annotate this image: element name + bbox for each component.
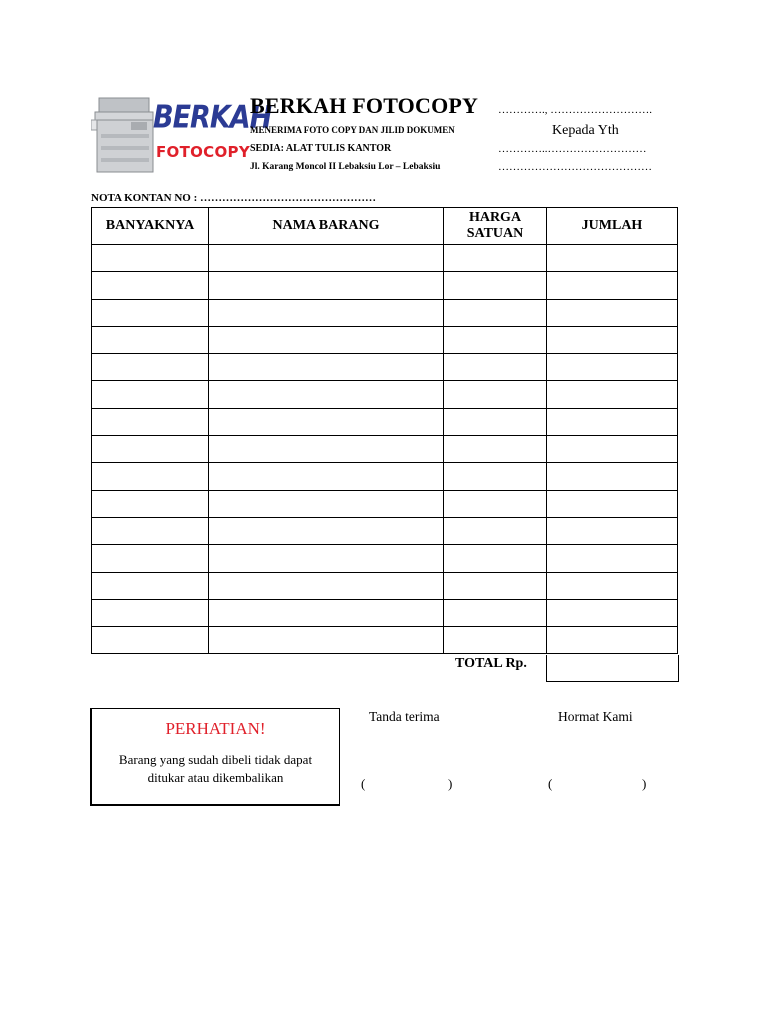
sender-signature-label: Hormat Kami: [558, 709, 633, 724]
cell-banyaknya[interactable]: [92, 599, 209, 626]
cell-banyaknya[interactable]: [92, 245, 209, 272]
notice-box: [90, 708, 340, 806]
notice-text: Barang yang sudah dibeli tidak dapat ditukar atau dikembalikan: [118, 752, 313, 785]
table-row: [92, 381, 678, 408]
cell-jumlah[interactable]: [547, 572, 678, 599]
cell-banyaknya[interactable]: [92, 299, 209, 326]
cell-harga-satuan[interactable]: [444, 354, 547, 381]
cell-jumlah[interactable]: [547, 245, 678, 272]
cell-harga-satuan[interactable]: [444, 490, 547, 517]
cell-jumlah[interactable]: [547, 517, 678, 544]
cell-jumlah[interactable]: [547, 463, 678, 490]
receiver-sign-close: ): [448, 776, 453, 791]
invoice-table: [91, 207, 678, 654]
header-jumlah: JUMLAH: [547, 208, 678, 245]
header-nama-barang: NAMA BARANG: [209, 208, 444, 245]
header-address: Jl. Karang Moncol II Lebaksiu Lor – Lebaksiu: [250, 162, 441, 172]
table-row: [92, 299, 678, 326]
cell-banyaknya[interactable]: [92, 272, 209, 299]
cell-harga-satuan[interactable]: [444, 436, 547, 463]
table-row: [92, 545, 678, 572]
table-row: [92, 272, 678, 299]
cell-jumlah[interactable]: [547, 599, 678, 626]
logo-subtext: FOTOCOPY: [156, 143, 250, 161]
cell-harga-satuan[interactable]: [444, 463, 547, 490]
date-line: …………., ……………………….: [498, 104, 652, 116]
kepada-label: Kepada Yth: [552, 123, 619, 138]
cell-nama-barang[interactable]: [209, 490, 444, 517]
cell-jumlah[interactable]: [547, 490, 678, 517]
cell-harga-satuan[interactable]: [444, 599, 547, 626]
table-row: [92, 245, 678, 272]
cell-nama-barang[interactable]: [209, 599, 444, 626]
header-banyaknya: BANYAKNYA: [92, 208, 209, 245]
receiver-sign-open: (: [361, 776, 366, 791]
cell-harga-satuan[interactable]: [444, 545, 547, 572]
cell-jumlah[interactable]: [547, 381, 678, 408]
cell-banyaknya[interactable]: [92, 408, 209, 435]
cell-banyaknya[interactable]: [92, 627, 209, 654]
table-header-row: [92, 208, 678, 245]
cell-nama-barang[interactable]: [209, 272, 444, 299]
cell-banyaknya[interactable]: [92, 354, 209, 381]
cell-jumlah[interactable]: [547, 326, 678, 353]
table-row: [92, 436, 678, 463]
cell-nama-barang[interactable]: [209, 354, 444, 381]
table-row: [92, 490, 678, 517]
total-label: TOTAL Rp.: [455, 656, 527, 671]
cell-harga-satuan[interactable]: [444, 408, 547, 435]
cell-jumlah[interactable]: [547, 272, 678, 299]
company-title: BERKAH FOTOCOPY: [250, 93, 479, 118]
cell-harga-satuan[interactable]: [444, 326, 547, 353]
cell-banyaknya[interactable]: [92, 463, 209, 490]
nota-number-label: NOTA KONTAN NO : …………………………………………: [91, 192, 376, 204]
logo-wordmark: BERKAH: [153, 100, 272, 136]
recipient-name-line: …………..………………………: [498, 143, 647, 155]
header-harga-satuan: [444, 208, 547, 245]
cell-harga-satuan[interactable]: [444, 381, 547, 408]
table-row: [92, 354, 678, 381]
cell-jumlah[interactable]: [547, 627, 678, 654]
cell-harga-satuan[interactable]: [444, 245, 547, 272]
total-value-cell[interactable]: [546, 655, 679, 682]
table-row: [92, 599, 678, 626]
cell-harga-satuan[interactable]: [444, 272, 547, 299]
cell-nama-barang[interactable]: [209, 627, 444, 654]
cell-nama-barang[interactable]: [209, 463, 444, 490]
cell-banyaknya[interactable]: [92, 545, 209, 572]
header-supplies: SEDIA: ALAT TULIS KANTOR: [250, 143, 392, 154]
cell-nama-barang[interactable]: [209, 408, 444, 435]
cell-nama-barang[interactable]: [209, 299, 444, 326]
cell-banyaknya[interactable]: [92, 381, 209, 408]
cell-jumlah[interactable]: [547, 545, 678, 572]
table-row: [92, 517, 678, 544]
cell-banyaknya[interactable]: [92, 490, 209, 517]
cell-nama-barang[interactable]: [209, 381, 444, 408]
cell-harga-satuan[interactable]: [444, 572, 547, 599]
cell-nama-barang[interactable]: [209, 572, 444, 599]
recipient-address-line: ……………………………………: [498, 161, 652, 173]
receiver-signature-label: Tanda terima: [369, 709, 440, 724]
cell-nama-barang[interactable]: [209, 245, 444, 272]
table-row: [92, 408, 678, 435]
cell-harga-satuan[interactable]: [444, 299, 547, 326]
sender-sign-close: ): [642, 776, 647, 791]
cell-banyaknya[interactable]: [92, 326, 209, 353]
table-row: [92, 463, 678, 490]
cell-nama-barang[interactable]: [209, 517, 444, 544]
table-row: [92, 326, 678, 353]
header-harga-line1: HARGA: [468, 210, 522, 225]
sender-sign-open: (: [548, 776, 553, 791]
cell-banyaknya[interactable]: [92, 436, 209, 463]
cell-nama-barang[interactable]: [209, 436, 444, 463]
cell-jumlah[interactable]: [547, 299, 678, 326]
cell-nama-barang[interactable]: [209, 545, 444, 572]
cell-nama-barang[interactable]: [209, 326, 444, 353]
notice-title: PERHATIAN!: [165, 719, 266, 738]
cell-jumlah[interactable]: [547, 436, 678, 463]
cell-harga-satuan[interactable]: [444, 627, 547, 654]
cell-jumlah[interactable]: [547, 408, 678, 435]
header-harga-line2: SATUAN: [466, 226, 524, 241]
header-services: MENERIMA FOTO COPY DAN JILID DOKUMEN: [250, 125, 455, 135]
cell-banyaknya[interactable]: [92, 572, 209, 599]
cell-jumlah[interactable]: [547, 354, 678, 381]
cell-banyaknya[interactable]: [92, 517, 209, 544]
table-row: [92, 627, 678, 654]
table-row: [92, 572, 678, 599]
cell-harga-satuan[interactable]: [444, 517, 547, 544]
